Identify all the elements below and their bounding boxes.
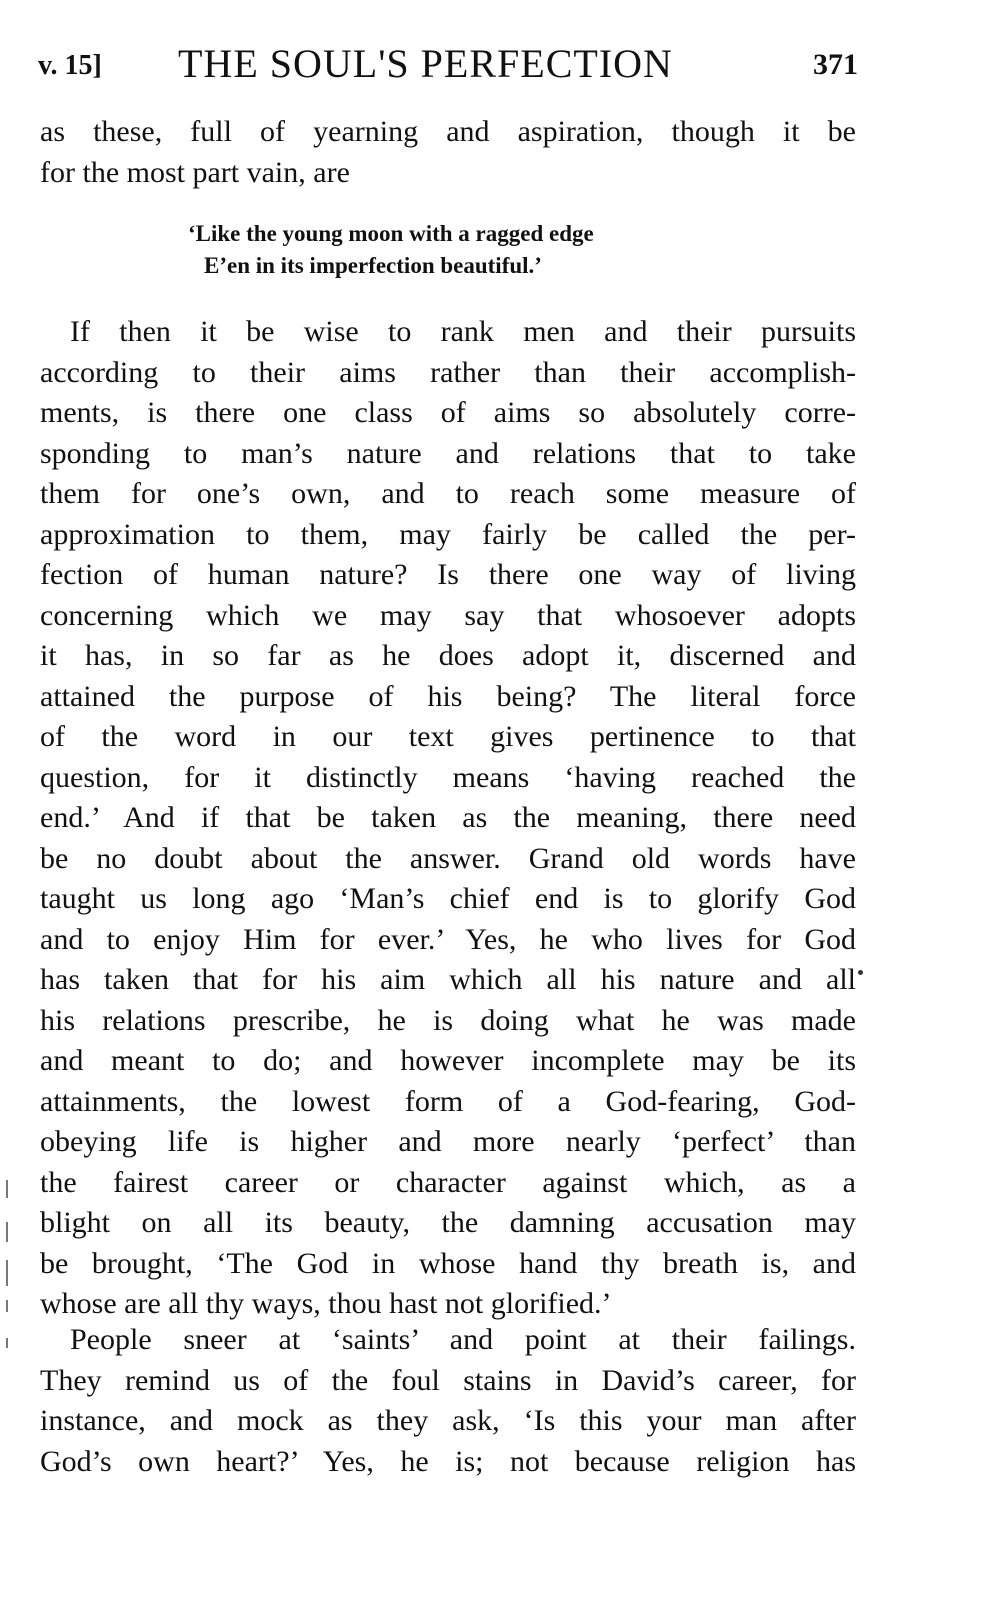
quotation-line: ‘Like the young moon with a ragged edge	[188, 221, 594, 246]
text-line: has taken that for his aim which all his nature and all	[40, 963, 856, 996]
text-line: People sneer at ‘saints’ and point at their failings.	[70, 1323, 856, 1356]
text-line: question, for it distinctly means ‘having reached the	[40, 760, 856, 794]
running-head	[38, 38, 858, 94]
margin-mark	[6, 1222, 8, 1242]
text-line: them for one’s own, and to reach some measure of	[40, 477, 856, 510]
chapter-verse-reference: v. 15]	[38, 50, 102, 81]
text-line: instance, and mock as they ask, ‘Is this your man after	[40, 1404, 856, 1437]
text-line: If then it be wise to rank men and their pursuits	[70, 315, 856, 348]
binding-margin-marks	[6, 1160, 12, 1360]
text-line: attained the purpose of his being? The literal force	[40, 679, 856, 713]
paragraph-2	[40, 1320, 856, 1482]
text-line: God’s own heart?’ Yes, he is; not because religion has	[40, 1444, 856, 1478]
text-line: and meant to do; and however incomplete may be its	[40, 1044, 856, 1077]
margin-mark	[6, 1260, 8, 1286]
text-line: sponding to man’s nature and relations that to take	[40, 436, 856, 470]
stray-ink-dot	[858, 970, 863, 975]
text-line: whose are all thy ways, thou hast not glorified.’	[40, 1287, 612, 1320]
page-number: 371	[813, 48, 858, 81]
paragraph-1	[40, 312, 856, 1325]
text-line: ments, is there one class of aims so absolutely corre-	[40, 396, 856, 429]
text-line: the fairest career or character against which, as a	[40, 1165, 856, 1199]
quotation-line: E’en in its imperfection beautiful.’	[204, 253, 542, 278]
text-line: it has, in so far as he does adopt it, discerned and	[40, 639, 856, 672]
text-line: be brought, ‘The God in whose hand thy breath is, and	[40, 1246, 856, 1280]
text-line: for the most part vain, are	[40, 155, 350, 189]
text-line: according to their aims rather than their accomplish-	[40, 355, 856, 389]
text-line: as these, full of yearning and aspiration, though it be	[40, 115, 856, 148]
text-line: concerning which we may say that whosoever adopts	[40, 598, 856, 632]
opening-text	[40, 112, 856, 193]
verse-quotation	[188, 218, 728, 282]
text-line: fection of human nature? Is there one way of living	[40, 558, 856, 591]
text-line: and to enjoy Him for ever.’ Yes, he who lives for God	[40, 922, 856, 956]
margin-mark	[6, 1300, 8, 1312]
page-title: THE SOUL'S PERFECTION	[178, 41, 673, 86]
text-line: attainments, the lowest form of a God-fearing, God-	[40, 1084, 856, 1118]
margin-mark	[6, 1180, 8, 1198]
text-line: taught us long ago ‘Man’s chief end is to glorify God	[40, 882, 856, 915]
text-line: obeying life is higher and more nearly ‘perfect’ than	[40, 1125, 856, 1158]
text-line: approximation to them, may fairly be called the per-	[40, 517, 856, 551]
text-line: end.’ And if that be taken as the meaning, there need	[40, 801, 856, 834]
text-line: be no doubt about the answer. Grand old words have	[40, 841, 856, 875]
text-line: They remind us of the foul stains in David’s career, for	[40, 1363, 856, 1397]
text-line: blight on all its beauty, the damning accusation may	[40, 1206, 856, 1239]
text-line: of the word in our text gives pertinence to that	[40, 720, 856, 753]
margin-mark	[6, 1338, 8, 1348]
text-line: his relations prescribe, he is doing what he was made	[40, 1003, 856, 1037]
